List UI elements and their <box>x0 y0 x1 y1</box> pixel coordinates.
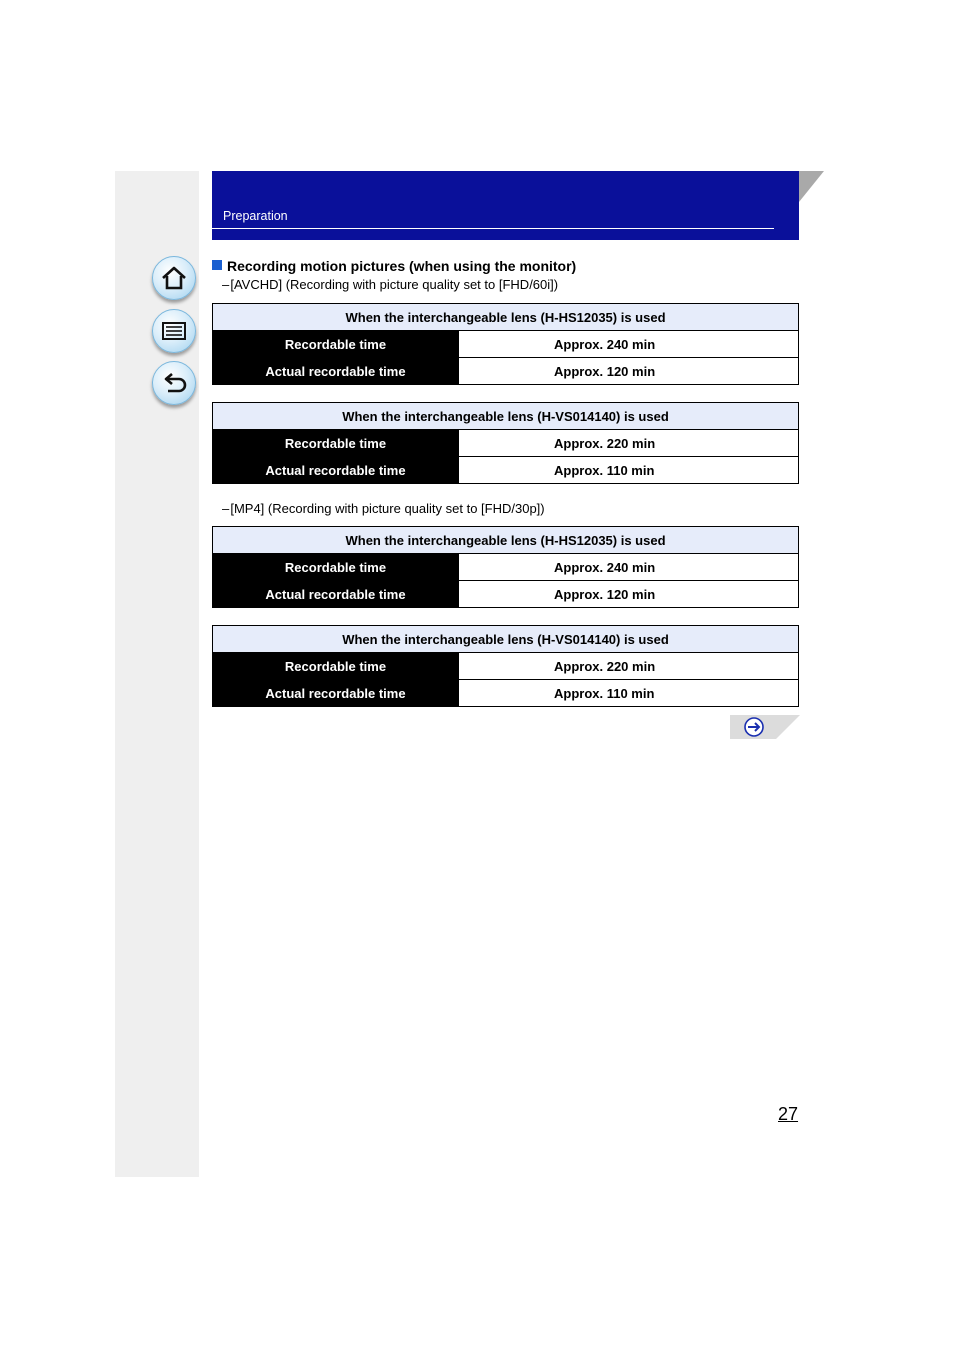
lens-table-1 <box>212 303 799 385</box>
lens-table-4 <box>212 625 799 707</box>
table-heading: When the interchangeable lens (H-HS12035) is used <box>213 304 799 331</box>
table-row <box>213 457 799 484</box>
row-label: Recordable time <box>213 331 459 358</box>
dash: – <box>222 501 230 516</box>
table-row <box>213 358 799 385</box>
table-row <box>213 581 799 608</box>
row-label: Recordable time <box>213 430 459 457</box>
table-row <box>213 331 799 358</box>
row-label: Actual recordable time <box>213 457 459 484</box>
row-value: Approx. 240 min <box>459 554 799 581</box>
menu-button[interactable] <box>152 309 196 353</box>
table-row <box>213 554 799 581</box>
section-label: Preparation <box>223 209 288 223</box>
row-value: Approx. 220 min <box>459 430 799 457</box>
row-label: Actual recordable time <box>213 358 459 385</box>
lens-table-3 <box>212 526 799 608</box>
row-value: Approx. 120 min <box>459 358 799 385</box>
row-value: Approx. 240 min <box>459 331 799 358</box>
page-number: 27 <box>778 1104 799 1124</box>
header-rule <box>212 228 774 229</box>
lens-table-2 <box>212 402 799 484</box>
header-band <box>212 171 799 240</box>
page-title-text: Recording motion pictures (when using the monitor) <box>227 258 577 274</box>
row-value: Approx. 110 min <box>459 457 799 484</box>
menu-list-icon <box>160 317 188 345</box>
avchd-note <box>222 277 558 292</box>
row-label: Recordable time <box>213 554 459 581</box>
avchd-note-text: [AVCHD] (Recording with picture quality set to [FHD/60i]) <box>230 277 559 292</box>
page-title <box>212 258 576 274</box>
back-icon <box>160 369 188 397</box>
row-label: Actual recordable time <box>213 581 459 608</box>
home-button[interactable] <box>152 256 196 300</box>
dash: – <box>222 277 230 292</box>
row-value: Approx. 220 min <box>459 653 799 680</box>
row-label: Recordable time <box>213 653 459 680</box>
row-label: Actual recordable time <box>213 680 459 707</box>
bullet-square-icon <box>212 260 222 270</box>
next-page-arrow-icon <box>745 718 763 736</box>
table-heading: When the interchangeable lens (H-VS014140) is used <box>213 626 799 653</box>
table-row <box>213 430 799 457</box>
row-value: Approx. 120 min <box>459 581 799 608</box>
back-button[interactable] <box>152 361 196 405</box>
table-row <box>213 680 799 707</box>
mp4-note <box>222 501 545 516</box>
table-heading: When the interchangeable lens (H-VS014140) is used <box>213 403 799 430</box>
next-page-button[interactable] <box>730 715 800 739</box>
home-icon <box>160 264 188 292</box>
header-corner-fold <box>760 171 824 240</box>
table-row <box>213 653 799 680</box>
row-value: Approx. 110 min <box>459 680 799 707</box>
mp4-note-text: [MP4] (Recording with picture quality set to [FHD/30p]) <box>230 501 545 516</box>
table-heading: When the interchangeable lens (H-HS12035) is used <box>213 527 799 554</box>
